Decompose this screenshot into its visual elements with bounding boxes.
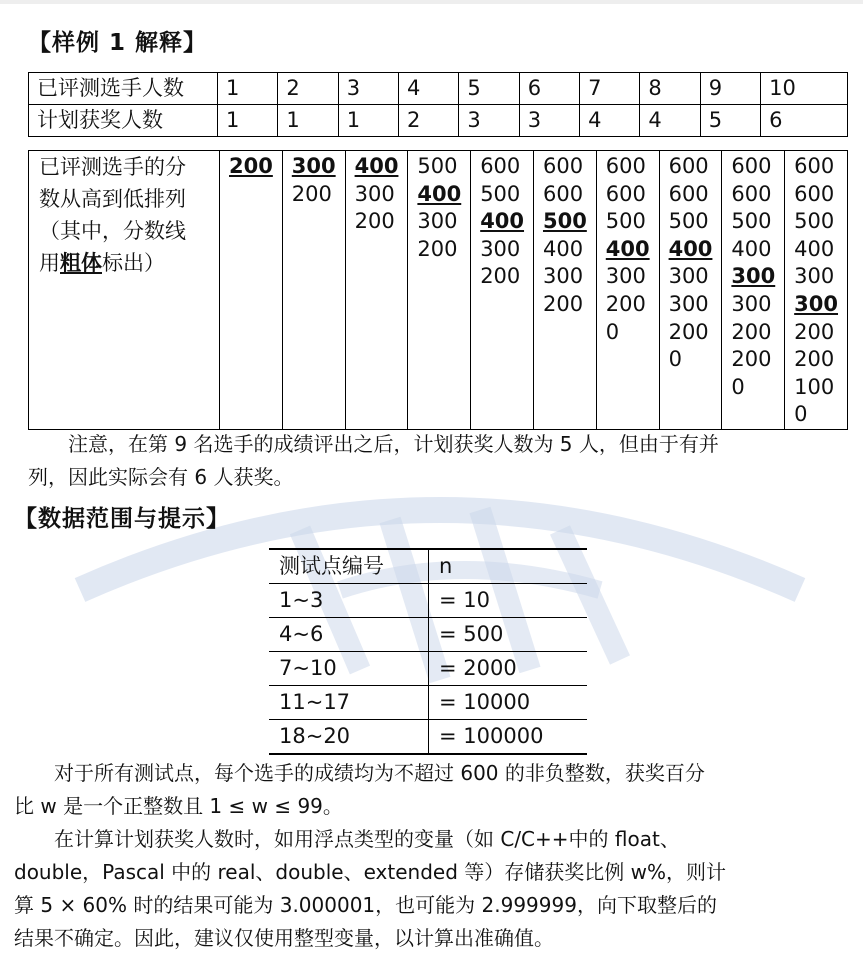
scores-column xyxy=(282,151,345,430)
scores-label-cell xyxy=(29,151,220,430)
table-row xyxy=(29,73,848,105)
table-row xyxy=(269,720,587,755)
score-value: 600 xyxy=(542,181,584,206)
score-value: 200 xyxy=(731,319,772,344)
score-value: 200 xyxy=(291,181,332,206)
score-value: 300 xyxy=(668,264,709,289)
table-cell: 4 xyxy=(640,105,700,137)
cutoff-score: 400 xyxy=(417,181,462,206)
cutoff-score: 400 xyxy=(668,236,713,261)
table-cell: 9 xyxy=(700,73,760,105)
scores-column xyxy=(408,151,471,430)
score-value: 600 xyxy=(542,154,584,178)
score-value: 300 xyxy=(731,291,772,316)
score-value: 600 xyxy=(794,181,835,206)
paragraph-line: 对于所有测试点，每个选手的成绩均为不超过 600 的非负整数，获奖百分 xyxy=(54,761,705,785)
scores-column xyxy=(785,151,848,430)
table-cell: 5 xyxy=(459,73,519,105)
score-value: 200 xyxy=(480,264,521,289)
constraints-paragraph xyxy=(14,757,854,955)
score-value: 200 xyxy=(668,319,709,344)
table-cell: 6 xyxy=(519,73,579,105)
score-value: 600 xyxy=(731,154,772,178)
score-value: 600 xyxy=(668,154,709,178)
table-cell: = 100000 xyxy=(429,720,588,755)
table-cell: 3 xyxy=(519,105,579,137)
table-cell: 4 xyxy=(580,105,640,137)
scores-column xyxy=(722,151,785,430)
paragraph-line: double，Pascal 中的 real、double、extended 等）存储获奖比例 w%，则计 xyxy=(14,860,726,884)
table-cell: 3 xyxy=(459,105,519,137)
table-cell: 10 xyxy=(761,73,848,105)
score-value: 200 xyxy=(794,319,835,344)
table-cell: 11~17 xyxy=(269,686,429,720)
constraints-table xyxy=(269,548,587,755)
scores-column xyxy=(659,151,722,430)
score-value: 500 xyxy=(480,181,521,206)
score-value: 300 xyxy=(417,209,458,234)
cutoff-score: 300 xyxy=(291,154,336,178)
table-cell: 4 xyxy=(399,73,459,105)
paragraph-line: 结果不确定。因此，建议仅使用整型变量，以计算出准确值。 xyxy=(14,926,554,950)
table-cell: 3 xyxy=(338,73,398,105)
score-value: 500 xyxy=(605,209,646,234)
table-cell: 1 xyxy=(218,105,278,137)
table-cell: 1 xyxy=(338,105,398,137)
score-value: 0 xyxy=(668,347,682,372)
table-cell: 2 xyxy=(278,73,338,105)
score-value: 600 xyxy=(480,154,521,178)
score-value: 600 xyxy=(794,154,835,178)
score-value: 400 xyxy=(731,236,772,261)
score-value: 200 xyxy=(794,347,835,372)
cutoff-score: 500 xyxy=(542,209,587,234)
score-value: 600 xyxy=(605,181,646,206)
table-cell: 18~20 xyxy=(269,720,429,755)
score-value: 400 xyxy=(794,236,835,261)
score-value: 500 xyxy=(731,209,772,234)
score-value: 300 xyxy=(668,291,709,316)
score-value: 0 xyxy=(731,374,745,399)
note-paragraph xyxy=(28,428,848,494)
score-value: 400 xyxy=(542,236,584,261)
paragraph-line: 算 5 × 60% 时的结果可能为 3.000001，也可能为 2.999999，向下取整后的 xyxy=(14,893,717,917)
table-cell: 7 xyxy=(580,73,640,105)
scores-column xyxy=(533,151,596,430)
cutoff-score: 400 xyxy=(354,154,399,178)
table-cell: 1 xyxy=(278,105,338,137)
score-value: 0 xyxy=(794,402,808,427)
score-value: 600 xyxy=(605,154,646,178)
table-row xyxy=(269,618,587,652)
paragraph-line: 比 w 是一个正整数且 1 ≤ w ≤ 99。 xyxy=(14,794,343,818)
paragraph-line: 在计算计划获奖人数时，如用浮点类型的变量（如 C/C++中的 float、 xyxy=(54,827,680,851)
row-label: 计划获奖人数 xyxy=(29,105,218,137)
score-value: 600 xyxy=(668,181,709,206)
scores-column xyxy=(345,151,408,430)
scores-column xyxy=(596,151,659,430)
column-header: n xyxy=(429,549,588,584)
table-cell: = 10000 xyxy=(429,686,588,720)
section-heading-sample: 【样例 1 解释】 xyxy=(28,30,208,56)
score-value: 500 xyxy=(417,154,458,178)
table-cell: 7~10 xyxy=(269,652,429,686)
score-value: 500 xyxy=(668,209,709,234)
score-value: 200 xyxy=(417,236,458,261)
score-value: 300 xyxy=(542,264,584,289)
cutoff-score: 200 xyxy=(229,154,273,178)
bold-term: 粗体 xyxy=(60,251,102,275)
score-value: 300 xyxy=(794,264,835,289)
table-row xyxy=(269,686,587,720)
score-value: 300 xyxy=(354,181,395,206)
table-header-row xyxy=(269,549,587,584)
table-cell: 6 xyxy=(761,105,848,137)
table-cell: 4~6 xyxy=(269,618,429,652)
section-heading-constraints: 【数据范围与提示】 xyxy=(14,506,230,532)
score-value: 0 xyxy=(605,319,620,344)
scores-label-line: 数从高到低排列 xyxy=(39,187,186,211)
row-label: 已评测选手人数 xyxy=(29,73,218,105)
score-value: 200 xyxy=(731,347,772,372)
table-cell: = 2000 xyxy=(429,652,588,686)
scores-column xyxy=(471,151,534,430)
score-value: 100 xyxy=(794,374,835,399)
note-line: 列，因此实际会有 6 人获奖。 xyxy=(28,465,294,489)
cutoff-score: 300 xyxy=(731,264,776,289)
scores-column xyxy=(220,151,283,430)
top-border xyxy=(0,0,863,4)
table-row xyxy=(29,105,848,137)
scores-table xyxy=(28,150,848,430)
score-value: 200 xyxy=(354,209,395,234)
table-row xyxy=(269,652,587,686)
progress-table xyxy=(28,72,848,137)
table-row xyxy=(269,584,587,618)
cutoff-score: 400 xyxy=(480,209,525,234)
table-cell: 8 xyxy=(640,73,700,105)
table-cell: 2 xyxy=(399,105,459,137)
score-value: 200 xyxy=(605,291,646,316)
scores-label-line: 用粗体标出） xyxy=(39,251,165,275)
table-cell: 1~3 xyxy=(269,584,429,618)
table-cell: = 500 xyxy=(429,618,588,652)
note-line: 注意，在第 9 名选手的成绩评出之后，计划获奖人数为 5 人，但由于有并 xyxy=(68,432,719,456)
score-value: 500 xyxy=(794,209,835,234)
cutoff-score: 300 xyxy=(794,291,839,316)
score-value: 300 xyxy=(480,236,521,261)
scores-label-line: 已评测选手的分 xyxy=(39,155,186,179)
score-value: 200 xyxy=(542,291,584,316)
score-value: 600 xyxy=(731,181,772,206)
scores-label-line: （其中，分数线 xyxy=(39,219,186,243)
table-cell: 5 xyxy=(700,105,760,137)
score-value: 300 xyxy=(605,264,646,289)
table-cell: 1 xyxy=(218,73,278,105)
cutoff-score: 400 xyxy=(605,236,650,261)
column-header: 测试点编号 xyxy=(269,549,429,584)
table-cell: = 10 xyxy=(429,584,588,618)
